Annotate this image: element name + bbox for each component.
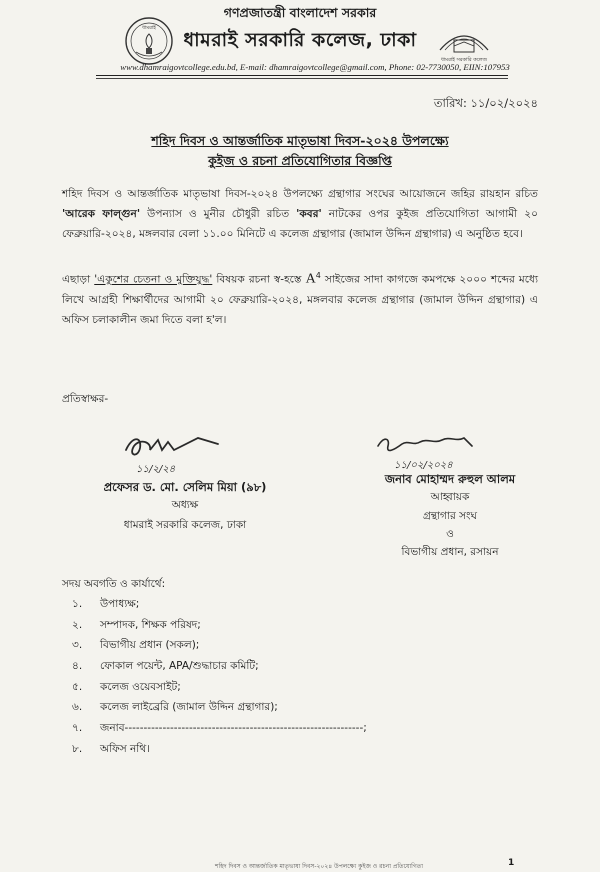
convener-department-role: বিভাগীয় প্রধান, রসায়ন: [401, 546, 499, 558]
college-name: ধামরাই সরকারি কলেজ, ঢাকা: [183, 29, 417, 51]
list-item: ৫. কলেজ ওয়েবসাইট;: [72, 680, 181, 693]
distribution-list: [72, 597, 492, 763]
principal-signature: [118, 428, 228, 478]
paragraph-quiz: শহিদ দিবস ও আন্তর্জাতিক মাতৃভাষা দিবস-২০২৪ উপলক্ষ্যে গ্রন্থাগার সংঘের আয়োজনে জহির রায়হান রচিত 'আরেক ফাল্গুন' উপন্যাস ও মুনীর চৌধুরী রচিত 'কবর' নাটকের ওপর কুইজ প্রতিযোগিতা আগামী ২০ ফেব্রুয়ারি-২০২৪, মঙ্গলবার বেলা ১১.০০ মিনিটে এ কলেজ গ্রন্থাগার (জামাল উদ্দিন গ্রন্থাগার) এ অনুষ্ঠিত হবে।: [62, 188, 538, 240]
principal-name: প্রফেসর ড. মো. সেলিম মিয়া (৯৮): [103, 480, 267, 494]
footer-caption: শহিদ দিবস ও আন্তর্জাতিক মাতৃভাষা দিবস-২০২৪ উপলক্ষ্যে কুইজ ও রচনা প্রতিযোগিতা: [215, 863, 424, 870]
svg-text:১১/২/২৪: ১১/২/২৪: [136, 464, 176, 475]
svg-text:ধামরাই সরকারি কলেজ: ধামরাই সরকারি কলেজ: [441, 57, 487, 63]
principal-institution: ধামরাই সরকারি কলেজ, ঢাকা: [123, 519, 247, 531]
contact-line: www.dhamraigovtcollege.edu.bd, E-mail: dhamraigovtcollege@gmail.com, Phone: 02-7730050, EIIN:107953: [120, 62, 510, 72]
subject-line-1: শহিদ দিবস ও আন্তর্জাতিক মাতৃভাষা দিবস-২০২৪ উপলক্ষ্যে: [151, 133, 449, 148]
convener-name: জনাব মোহাম্মদ রুহুল আলম: [384, 472, 516, 486]
subject-line-2: কুইজ ও রচনা প্রতিযোগিতার বিজ্ঞপ্তি: [208, 153, 392, 168]
principal-role: অধ্যক্ষ: [171, 499, 199, 511]
list-item: ৪. ফোকাল পয়েন্ট, APA/শুদ্ধাচার কমিটি;: [72, 660, 259, 673]
svg-text:১১/০২/২০২৪: ১১/০২/২০২৪: [394, 460, 453, 471]
list-item: ৮. অফিস নথি।: [72, 742, 150, 755]
distribution-heading: সদয় অবগতি ও কার্যার্থে:: [62, 578, 166, 590]
convener-conjunction: ও: [446, 528, 454, 540]
notice-date: তারিখ: ১১/০২/২০২৪: [433, 96, 538, 110]
list-item: ১. উপাধ্যক্ষ;: [72, 598, 140, 610]
list-item: ২. সম্পাদক, শিক্ষক পরিষদ;: [72, 618, 201, 631]
header-rule-thin: [96, 78, 508, 79]
government-title: গণপ্রজাতন্ত্রী বাংলাদেশ সরকার: [223, 5, 377, 20]
convener-role: আহ্বায়ক: [430, 491, 470, 503]
countersign-label: প্রতিস্বাক্ষর-: [62, 393, 109, 405]
list-item: ৬. কলেজ লাইব্রেরি (জামাল উদ্দিন গ্রন্থাগার);: [72, 701, 278, 714]
list-item: ৩. বিভাগীয় প্রধান (সকল);: [72, 639, 200, 652]
convener-signature: [372, 432, 512, 476]
list-item: ৭. জনাব---------------------------------------------------------------;: [72, 722, 367, 735]
header-rule: [96, 75, 508, 76]
paragraph-essay: এছাড়া 'একুশের চেতনা ও মুক্তিযুদ্ধ' বিষয়ক রচনা স্ব-হস্তে $A^4$ সাইজের সাদা কাগজে কমপক্ষে ২০০০ শব্দের মধ্যে লিখে আগ্রহী শিক্ষার্থীদের আগামী ২০ ফেব্রুয়ারি-২০২৪, মঙ্গলবার কলেজ গ্রন্থাগার (জামাল উদ্দিন গ্রন্থাগার) এ অফিস চলাকালীন জমা দিতে বলা হ'ল।: [62, 271, 539, 326]
convener-organization: গ্রন্থাগার সংঘ: [422, 510, 478, 522]
svg-text:ধামরাই: ধামরাই: [142, 25, 156, 31]
page-number: 1: [508, 858, 515, 868]
